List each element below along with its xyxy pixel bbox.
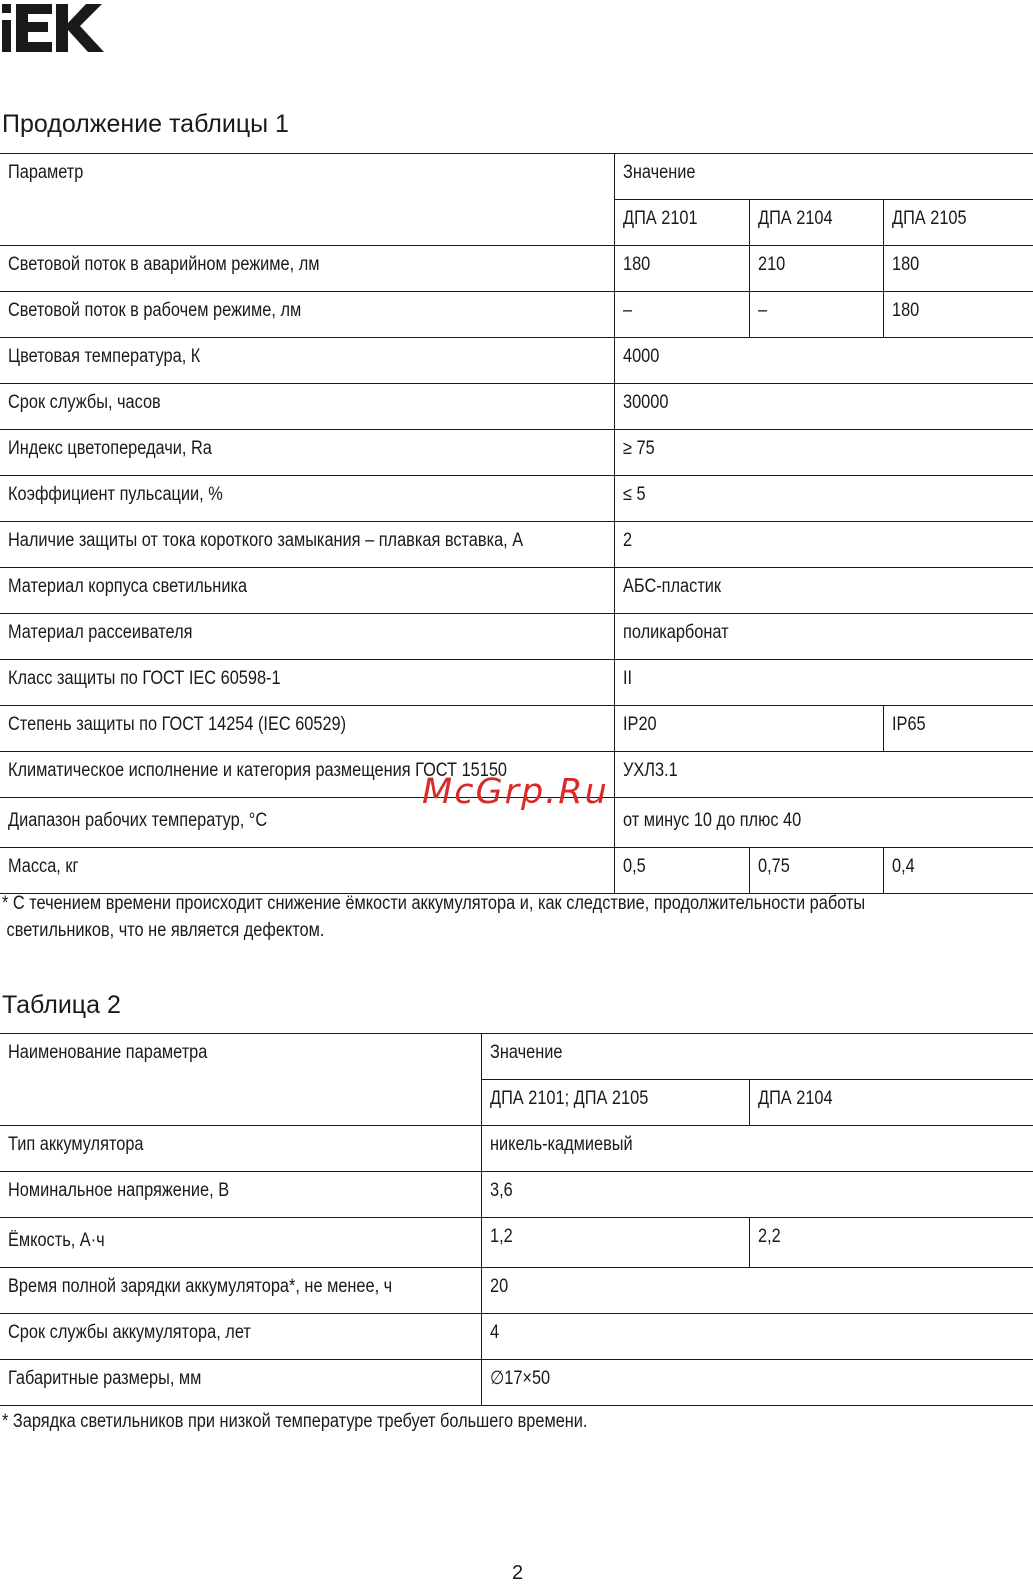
table-row <box>0 614 1033 660</box>
cell-value: 3,6 <box>481 1172 1033 1218</box>
table1-caption: Продолжение таблицы 1 <box>2 110 289 138</box>
cell-value: 4 <box>481 1314 1033 1360</box>
header-model: ДПА 2104 <box>749 200 883 246</box>
table-row <box>0 1126 1033 1172</box>
footnote-line: светильников, что не является дефектом. <box>2 920 325 941</box>
cell-param: Индекс цветопередачи, Ra <box>0 430 614 476</box>
cell-value: от минус 10 до плюс 40 <box>614 798 1033 848</box>
cell-param: Номинальное напряжение, В <box>0 1172 481 1218</box>
table-row <box>0 706 1033 752</box>
table-row <box>0 246 1033 292</box>
table1-footnote <box>2 890 1022 944</box>
cell-value: 2,2 <box>749 1218 1033 1268</box>
cell-value: IP20 <box>614 706 883 752</box>
table2-caption: Таблица 2 <box>2 991 121 1019</box>
table-row <box>0 660 1033 706</box>
table-row <box>0 384 1033 430</box>
header-value: Значение <box>481 1034 1033 1080</box>
cell-param: Световой поток в рабочем режиме, лм <box>0 292 614 338</box>
cell-param: Срок службы, часов <box>0 384 614 430</box>
cell-param: Материал корпуса светильника <box>0 568 614 614</box>
cell-value: ∅17×50 <box>481 1360 1033 1406</box>
cell-param: Цветовая температура, К <box>0 338 614 384</box>
header-model: ДПА 2101 <box>614 200 749 246</box>
table2 <box>0 1033 1033 1406</box>
cell-value: АБС-пластик <box>614 568 1033 614</box>
cell-value: 4000 <box>614 338 1033 384</box>
table-row <box>0 1172 1033 1218</box>
cell-value: УХЛ3.1 <box>614 752 1033 798</box>
footnote-line: * Зарядка светильников при низкой температуре требует большего времени. <box>2 1411 588 1432</box>
table-row <box>0 430 1033 476</box>
cell-param: Диапазон рабочих температур, °С <box>0 798 614 848</box>
cell-value: – <box>614 292 749 338</box>
page-number: 2 <box>512 1562 524 1584</box>
cell-value: 0,4 <box>883 848 1033 894</box>
cell-value: ≤ 5 <box>614 476 1033 522</box>
cell-value: ≥ 75 <box>614 430 1033 476</box>
cell-value: 20 <box>481 1268 1033 1314</box>
cell-param: Степень защиты по ГОСТ 14254 (IEC 60529) <box>0 706 614 752</box>
cell-param: Тип аккумулятора <box>0 1126 481 1172</box>
header-param: Параметр <box>0 154 614 246</box>
cell-param: Масса, кг <box>0 848 614 894</box>
cell-value: 0,75 <box>749 848 883 894</box>
cell-param: Наличие защиты от тока короткого замыкания – плавкая вставка, А <box>0 522 614 568</box>
header-value: Значение <box>614 154 1033 200</box>
table-row <box>0 292 1033 338</box>
cell-value: 180 <box>614 246 749 292</box>
cell-value: никель-кадмиевый <box>481 1126 1033 1172</box>
header-model: ДПА 2104 <box>749 1080 1033 1126</box>
table-row <box>0 338 1033 384</box>
table-row <box>0 522 1033 568</box>
cell-value: II <box>614 660 1033 706</box>
cell-value: 1,2 <box>481 1218 749 1268</box>
cell-value: IP65 <box>883 706 1033 752</box>
cell-param: Время полной зарядки аккумулятора*, не менее, ч <box>0 1268 481 1314</box>
table-row <box>0 568 1033 614</box>
cell-param: Климатическое исполнение и категория размещения ГОСТ 15150 <box>0 752 614 798</box>
table-row <box>0 848 1033 894</box>
table2-footnote <box>2 1408 1022 1435</box>
header-model: ДПА 2105 <box>883 200 1033 246</box>
cell-value: 2 <box>614 522 1033 568</box>
cell-value: 180 <box>883 292 1033 338</box>
cell-value: 180 <box>883 246 1033 292</box>
table-row <box>0 476 1033 522</box>
cell-value: 0,5 <box>614 848 749 894</box>
header-model: ДПА 2101; ДПА 2105 <box>481 1080 749 1126</box>
table-row <box>0 1360 1033 1406</box>
cell-param: Срок службы аккумулятора, лет <box>0 1314 481 1360</box>
cell-param: Ёмкость, А·ч <box>0 1218 481 1268</box>
table-row <box>0 1034 1033 1080</box>
header-param: Наименование параметра <box>0 1034 481 1126</box>
footnote-line: * С течением времени происходит снижение ёмкости аккумулятора и, как следствие, продолжительности работы <box>2 893 866 914</box>
cell-param: Коэффициент пульсации, % <box>0 476 614 522</box>
table-row <box>0 1268 1033 1314</box>
cell-param: Класс защиты по ГОСТ IEC 60598-1 <box>0 660 614 706</box>
cell-param: Световой поток в аварийном режиме, лм <box>0 246 614 292</box>
table-row <box>0 1218 1033 1268</box>
cell-param: Материал рассеивателя <box>0 614 614 660</box>
table-row <box>0 1314 1033 1360</box>
watermark: McGrp.Ru <box>422 772 609 812</box>
cell-value: поликарбонат <box>614 614 1033 660</box>
cell-param: Габаритные размеры, мм <box>0 1360 481 1406</box>
cell-value: 210 <box>749 246 883 292</box>
table-row <box>0 154 1033 200</box>
cell-value: 30000 <box>614 384 1033 430</box>
cell-value: – <box>749 292 883 338</box>
iek-logo <box>2 2 114 52</box>
